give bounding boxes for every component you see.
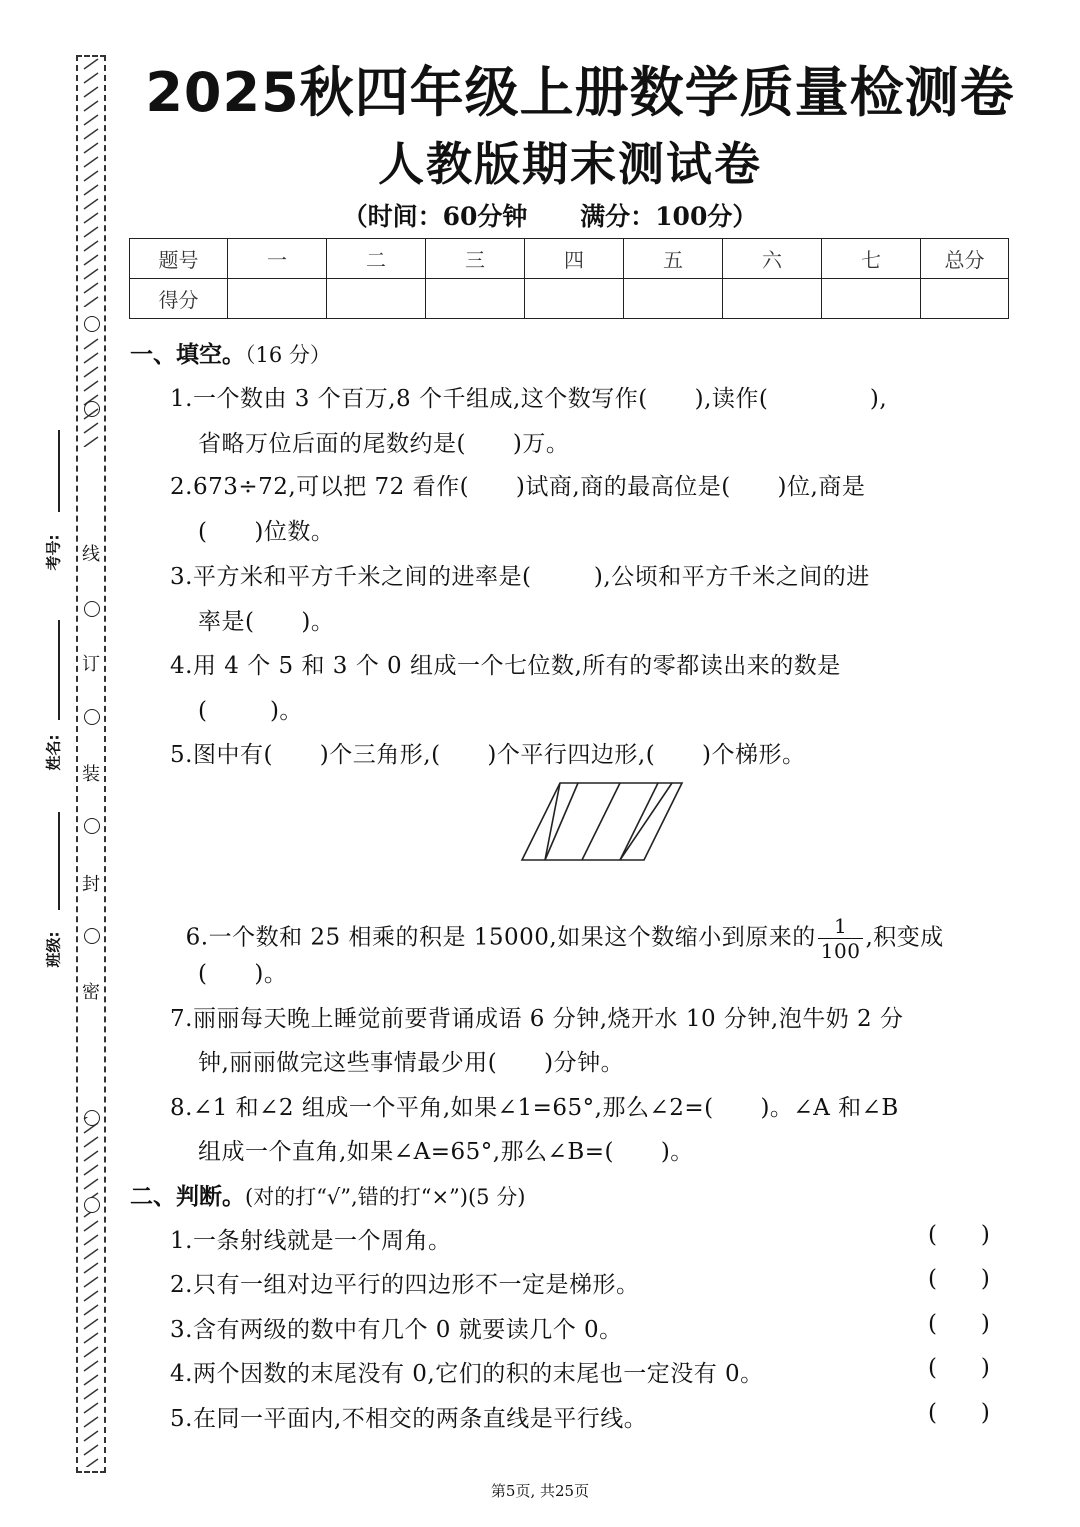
score-cell[interactable] <box>624 279 723 319</box>
table-header-cell: 总分 <box>921 239 1009 279</box>
answer-paren[interactable]: ( ) <box>928 1266 990 1292</box>
table-row-label: 得分 <box>130 279 228 319</box>
score-cell[interactable] <box>921 279 1009 319</box>
seal-char-bind: 订 <box>82 654 100 675</box>
score-cell[interactable] <box>426 279 525 319</box>
binding-hole-circle <box>84 709 100 725</box>
exam-no-label: 考号: <box>44 534 63 571</box>
table-header-cell: 二 <box>327 239 426 279</box>
section2-title <box>130 1178 525 1211</box>
name-label: 姓名: <box>44 734 63 771</box>
question-line: 4.用 4 个 5 和 3 个 0 组成一个七位数,所有的零都读出来的数是 <box>170 653 841 679</box>
fraction-numerator: 1 <box>818 916 864 939</box>
table-header-cell: 七 <box>822 239 921 279</box>
question-line: 8.∠1 和∠2 组成一个平角,如果∠1=65°,那么∠2=( )。∠A 和∠B <box>170 1095 899 1121</box>
answer-paren[interactable]: ( ) <box>928 1400 990 1426</box>
judge-item: 4.两个因数的末尾没有 0,它们的积的末尾也一定没有 0。 <box>170 1361 764 1387</box>
question-line: 5.图中有( )个三角形,( )个平行四边形,( )个梯形。 <box>170 742 806 768</box>
question-line: ( )。 <box>198 961 288 987</box>
answer-paren[interactable]: ( ) <box>928 1355 990 1381</box>
score-cell[interactable] <box>822 279 921 319</box>
score-cell[interactable] <box>723 279 822 319</box>
score-table <box>129 238 1009 319</box>
binding-hole-circle <box>84 316 100 332</box>
question-line: 钟,丽丽做完这些事情最少用( )分钟。 <box>198 1050 625 1076</box>
question-line: 7.丽丽每天晚上睡觉前要背诵成语 6 分钟,烧开水 10 分钟,泡牛奶 2 分 <box>170 1006 904 1032</box>
seal-char-secret: 密 <box>82 982 100 1003</box>
fraction-one-hundredth <box>818 916 864 961</box>
class-label: 班级: <box>44 931 63 968</box>
section2-note: (对的打“√”,错的打“×”)(5 分) <box>245 1185 526 1209</box>
binding-hole-circle <box>84 928 100 944</box>
table-header-cell: 一 <box>228 239 327 279</box>
exam-meta <box>320 197 780 233</box>
question-line: 省略万位后面的尾数约是( )万。 <box>198 431 570 457</box>
answer-paren[interactable]: ( ) <box>928 1222 990 1248</box>
section1-heading: 一、填空。 <box>130 342 245 368</box>
score-cell[interactable] <box>228 279 327 319</box>
binding-hole-circle <box>84 818 100 834</box>
answer-paren[interactable]: ( ) <box>928 1311 990 1337</box>
question-line <box>170 890 944 961</box>
exam-time: （时间：60分钟 <box>342 202 528 231</box>
exam-full-score: 满分：100分） <box>580 202 758 231</box>
binding-hole-circle <box>84 601 100 617</box>
section2-heading: 二、判断。 <box>130 1184 245 1210</box>
class-line <box>58 812 60 910</box>
name-line <box>58 620 60 720</box>
page-title: 2025秋四年级上册数学质量检测卷 <box>145 61 1015 124</box>
score-cell[interactable] <box>525 279 624 319</box>
binding-hole-circle <box>84 1110 100 1126</box>
question6-text: 6.一个数和 25 相乘的积是 15000,如果这个数缩小到原来的 <box>185 924 816 951</box>
question-line: ( )位数。 <box>198 519 335 545</box>
exam-no-line <box>58 430 60 512</box>
question-line: 2.673÷72,可以把 72 看作( )试商,商的最高位是( )位,商是 <box>170 474 866 500</box>
parallelogram-figure <box>520 780 686 864</box>
question-line: 1.一个数由 3 个百万,8 个千组成,这个数写作( ),读作( ), <box>170 386 888 412</box>
table-header-cell: 题号 <box>130 239 228 279</box>
binding-hole-circle <box>84 1197 100 1213</box>
table-header-cell: 三 <box>426 239 525 279</box>
seal-char-pack: 装 <box>82 764 100 785</box>
question-line: ( )。 <box>198 698 303 724</box>
score-table-header-row <box>130 239 1009 279</box>
table-header-cell: 五 <box>624 239 723 279</box>
question6-text-end: ,积变成 <box>865 924 944 951</box>
section1-score: （16 分） <box>245 343 331 367</box>
fraction-denominator: 100 <box>820 939 861 963</box>
seal-char-seal: 封 <box>82 874 100 895</box>
score-table-score-row <box>130 279 1009 319</box>
table-header-cell: 四 <box>525 239 624 279</box>
table-header-cell: 六 <box>723 239 822 279</box>
section1-title <box>130 336 331 369</box>
question-line: 组成一个直角,如果∠A=65°,那么∠B=( )。 <box>198 1139 694 1165</box>
seal-char-line: 线 <box>82 544 100 565</box>
page-footer: 第5页, 共25页 <box>490 1482 590 1500</box>
page-subtitle: 人教版期末测试卷 <box>378 137 762 191</box>
binding-hole-circle <box>84 401 100 417</box>
score-cell[interactable] <box>327 279 426 319</box>
judge-item: 1.一条射线就是一个周角。 <box>170 1228 452 1254</box>
question-line: 3.平方米和平方千米之间的进率是( ),公顷和平方千米之间的进 <box>170 564 870 590</box>
question-line: 率是( )。 <box>198 609 335 635</box>
judge-item: 2.只有一组对边平行的四边形不一定是梯形。 <box>170 1272 640 1298</box>
judge-item: 5.在同一平面内,不相交的两条直线是平行线。 <box>170 1406 648 1432</box>
judge-item: 3.含有两级的数中有几个 0 就要读几个 0。 <box>170 1317 623 1343</box>
